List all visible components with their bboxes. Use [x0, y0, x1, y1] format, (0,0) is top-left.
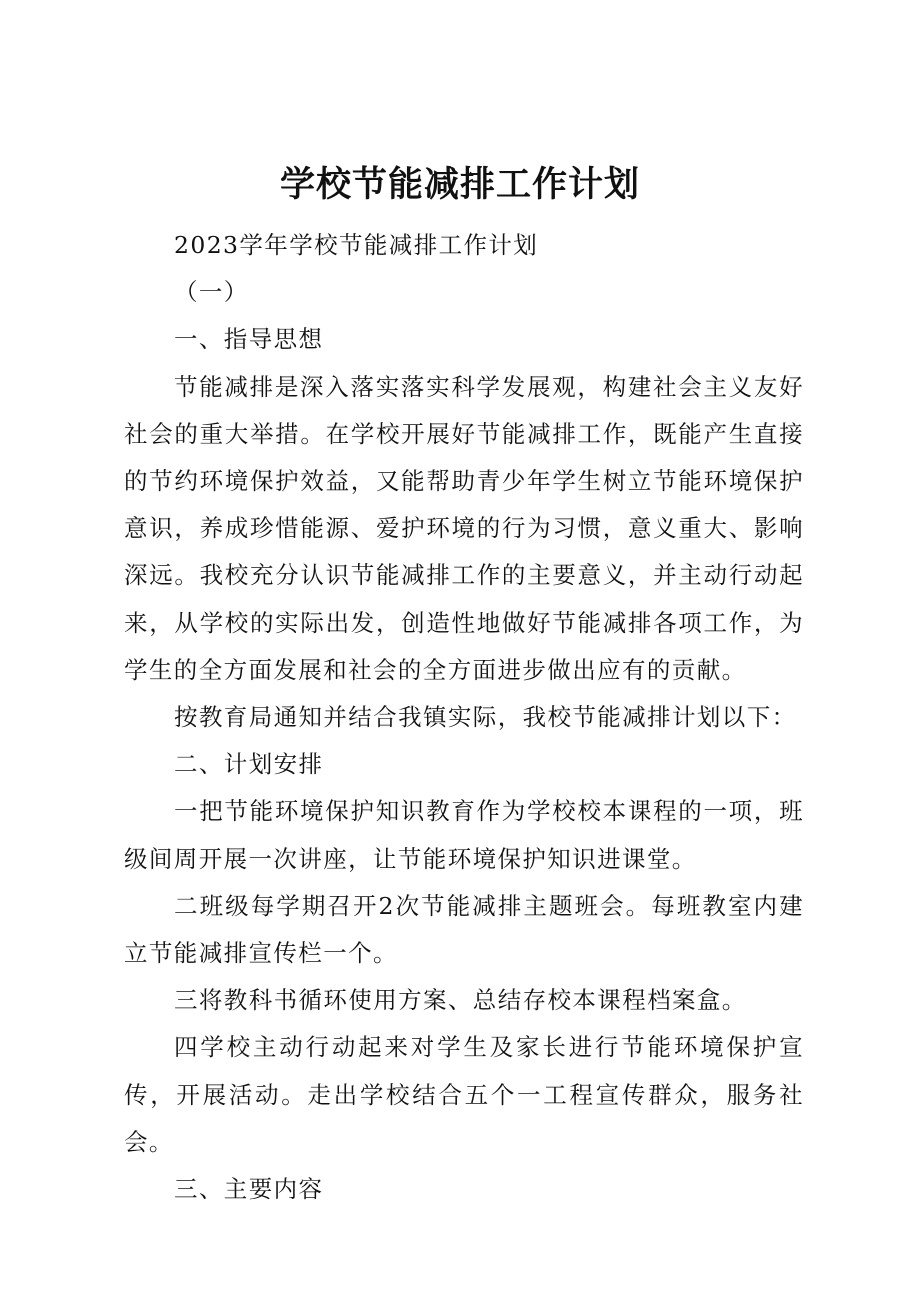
body-paragraph: 三将教科书循环使用方案、总结存校本课程档案盒。 — [174, 986, 747, 1015]
body-paragraph: 二班级每学期召开2次节能减排主题班会。每班教室内建立节能减排宣传栏一个。 — [124, 891, 804, 968]
document-body — [124, 222, 804, 1213]
body-paragraph: 按教育局通知并结合我镇实际，我校节能减排计划以下： — [174, 703, 797, 732]
subtitle-paragraph: 2023学年学校节能减排工作计划 — [174, 231, 539, 259]
body-paragraph: 节能减排是深入落实落实科学发展观，构建社会主义友好社会的重大举措。在学校开展好节能减排工作，既能产生直接的节约环境保护效益，又能帮助青少年学生树立节能环境保护意识，养成珍惜能源、爱护环境的行为习惯，意义重大、影响深远。我校充分认识节能减排工作的主要意义，并主动行动起来，从学校的实际出发，创造性地做好节能减排各项工作，为学生的全方面发展和社会的全方面进步做出应有的贡献。 — [124, 372, 804, 684]
document-title: 学校节能减排工作计划 — [279, 164, 640, 205]
heading-guiding-ideology: 一、指导思想 — [174, 325, 324, 354]
heading-plan-arrangement: 二、计划安排 — [174, 750, 324, 779]
body-paragraph: 四学校主动行动起来对学生及家长进行节能环境保护宣传，开展活动。走出学校结合五个一工程宣传群众，服务社会。 — [124, 1033, 804, 1156]
heading-main-content: 三、主要内容 — [174, 1175, 324, 1204]
body-paragraph: 一把节能环境保护知识教育作为学校校本课程的一项，班级间周开展一次讲座，让节能环境保护知识进课堂。 — [124, 797, 804, 873]
section-number: （一） — [174, 278, 249, 307]
